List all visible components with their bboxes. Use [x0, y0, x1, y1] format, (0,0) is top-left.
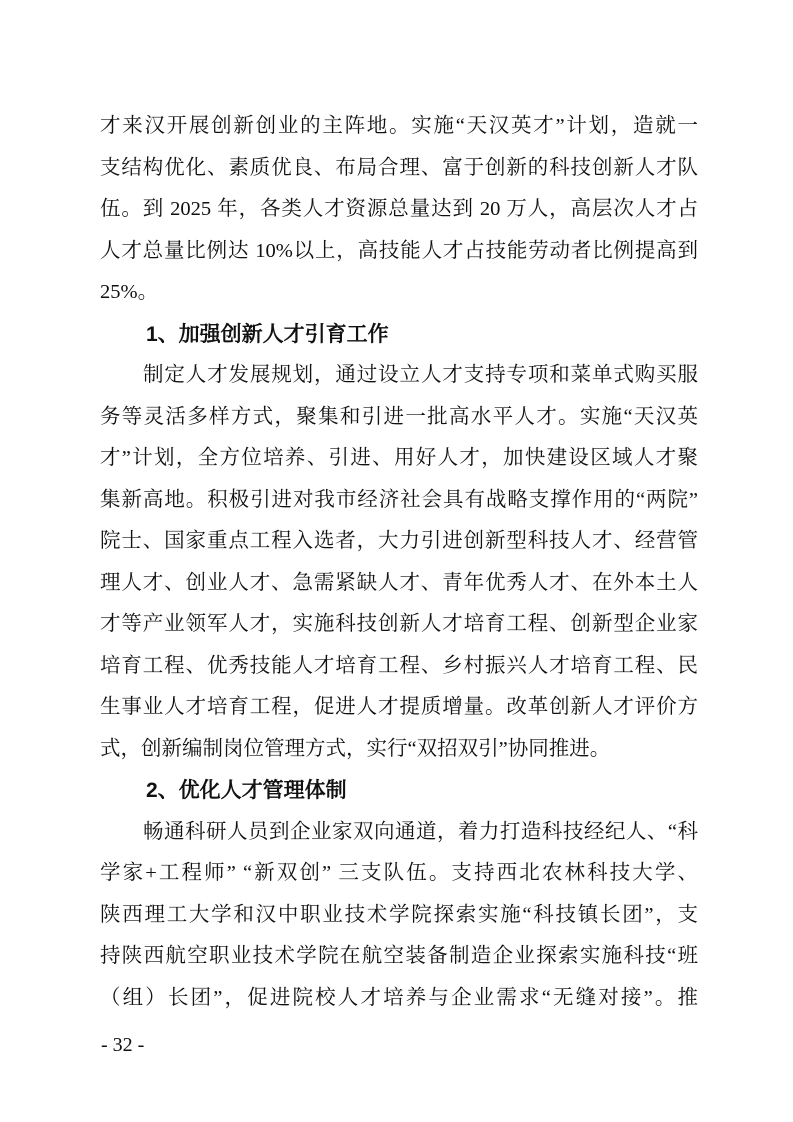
text-line: （组）长团”，促进院校人才培养与企业需求“无缝对接”。推: [100, 986, 698, 1009]
section-heading: 2、优化人才管理体制: [146, 779, 347, 802]
text-line: 才等产业领军人才，实施科技创新人才培育工程、创新型企业家: [100, 613, 698, 635]
text-line: 理人才、创业人才、急需紧缺人才、青年优秀人才、在外本土人: [100, 571, 698, 594]
text-line: 培育工程、优秀技能人才培育工程、乡村振兴人才培育工程、民: [100, 654, 698, 677]
text-line: 集新高地。积极引进对我市经济社会具有战略支撑作用的“两院”: [100, 488, 698, 511]
text-line: 支结构优化、素质优良、布局合理、富于创新的科技创新人才队: [100, 156, 698, 179]
text-line: 才”计划，全方位培养、引进、用好人才，加快建设区域人才聚: [100, 447, 698, 469]
text-line: 持陕西航空职业技术学院在航空装备制造企业探索实施科技“班: [100, 945, 698, 967]
page-number: - 32 -: [101, 1034, 145, 1056]
text-line: 陕西理工大学和汉中职业技术学院探索实施“科技镇长团”，支: [100, 903, 698, 926]
text-line: 式，创新编制岗位管理方式，实行“双招双引”协同推进。: [100, 737, 611, 760]
text-line: 学家+工程师” “新双创” 三支队伍。支持西北农林科技大学、: [100, 862, 698, 884]
text-line: 25%。: [100, 281, 159, 303]
text-line: 生事业人才培育工程，促进人才提质增量。改革创新人才评价方: [100, 696, 698, 718]
text-line: 制定人才发展规划，通过设立人才支持专项和菜单式购买服: [143, 364, 698, 386]
section-heading: 1、加强创新人才引育工作: [146, 322, 389, 346]
text-line: 畅通科研人员到企业家双向通道，着力打造科技经纪人、“科: [143, 820, 698, 843]
text-line: 院士、国家重点工程入选者，大力引进创新型科技人才、经营管: [100, 530, 698, 552]
text-line: 务等灵活多样方式，聚集和引进一批高水平人才。实施“天汉英: [100, 405, 698, 428]
text-line: 才来汉开展创新创业的主阵地。实施“天汉英才”计划，造就一: [100, 115, 698, 137]
document-body: [100, 106, 698, 1019]
text-line: 伍。到 2025 年，各类人才资源总量达到 20 万人，高层次人才占: [100, 198, 698, 220]
text-line: 人才总量比例达 10%以上，高技能人才占技能劳动者比例提高到: [100, 239, 698, 262]
